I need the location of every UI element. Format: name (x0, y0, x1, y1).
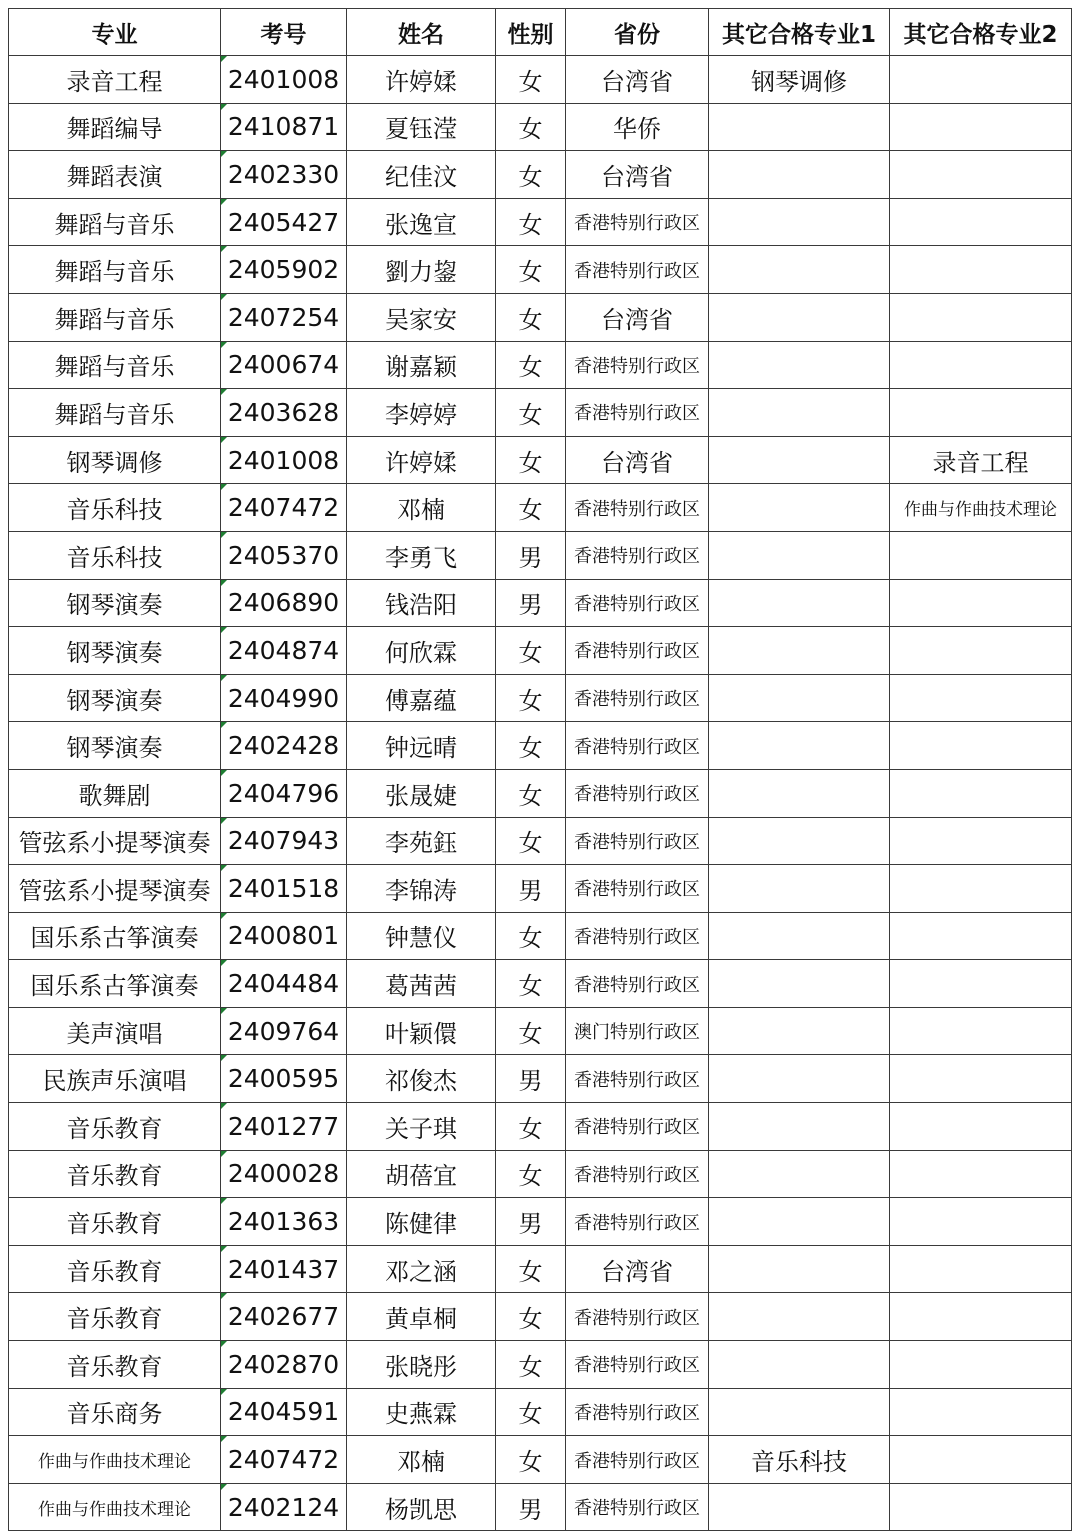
gender-cell: 男 (496, 531, 566, 579)
name-cell: 李苑鈺 (347, 817, 496, 865)
province-cell: 香港特别行政区 (566, 817, 709, 865)
province-cell: 台湾省 (566, 293, 709, 341)
exam-number-cell: 2404990 (221, 674, 347, 722)
gender-cell: 女 (496, 1245, 566, 1293)
other-major-1-cell (709, 341, 890, 389)
other-major-2-cell (890, 531, 1072, 579)
gender-cell: 女 (496, 960, 566, 1008)
other-major-1-cell (709, 1198, 890, 1246)
gender-cell: 女 (496, 436, 566, 484)
exam-number-cell: 2402330 (221, 151, 347, 199)
major-cell: 舞蹈与音乐 (9, 389, 221, 437)
name-cell: 葛茜茜 (347, 960, 496, 1008)
table-row (9, 293, 1072, 341)
gender-cell: 女 (496, 246, 566, 294)
major-cell: 录音工程 (9, 56, 221, 104)
province-cell: 香港特别行政区 (566, 1483, 709, 1531)
exam-number-cell: 2404484 (221, 960, 347, 1008)
province-cell: 香港特别行政区 (566, 579, 709, 627)
other-major-2-cell: 录音工程 (890, 436, 1072, 484)
table-row (9, 151, 1072, 199)
province-cell: 香港特别行政区 (566, 674, 709, 722)
other-major-1-cell (709, 1150, 890, 1198)
gender-cell: 女 (496, 151, 566, 199)
major-cell: 管弦系小提琴演奏 (9, 817, 221, 865)
exam-number-cell: 2404796 (221, 769, 347, 817)
other-major-2-cell (890, 1055, 1072, 1103)
gender-cell: 女 (496, 1293, 566, 1341)
table-row (9, 436, 1072, 484)
other-major-1-cell (709, 1007, 890, 1055)
major-cell: 舞蹈与音乐 (9, 293, 221, 341)
province-cell: 华侨 (566, 103, 709, 151)
table-row (9, 1245, 1072, 1293)
province-cell: 香港特别行政区 (566, 1055, 709, 1103)
header-row (9, 9, 1072, 56)
name-cell: 许婷媃 (347, 56, 496, 104)
other-major-1-cell: 钢琴调修 (709, 56, 890, 104)
other-major-1-cell (709, 246, 890, 294)
exam-number-cell: 2407472 (221, 1436, 347, 1484)
major-cell: 音乐科技 (9, 531, 221, 579)
table-row (9, 627, 1072, 675)
name-cell: 邓楠 (347, 1436, 496, 1484)
other-major-2-cell (890, 1388, 1072, 1436)
province-cell: 香港特别行政区 (566, 912, 709, 960)
major-cell: 音乐教育 (9, 1245, 221, 1293)
province-cell: 香港特别行政区 (566, 1150, 709, 1198)
table-row (9, 674, 1072, 722)
exam-number-cell: 2407254 (221, 293, 347, 341)
other-major-1-cell (709, 960, 890, 1008)
table-row (9, 1436, 1072, 1484)
gender-cell: 男 (496, 865, 566, 913)
exam-number-cell: 2400801 (221, 912, 347, 960)
other-major-1-cell (709, 1245, 890, 1293)
other-major-2-cell (890, 341, 1072, 389)
province-cell: 香港特别行政区 (566, 1436, 709, 1484)
gender-cell: 女 (496, 56, 566, 104)
table-row (9, 484, 1072, 532)
header-other-major-2: 其它合格专业2 (890, 9, 1072, 56)
major-cell: 作曲与作曲技术理论 (9, 1436, 221, 1484)
other-major-2-cell (890, 198, 1072, 246)
name-cell: 杨凯思 (347, 1483, 496, 1531)
other-major-1-cell (709, 531, 890, 579)
other-major-2-cell (890, 1198, 1072, 1246)
exam-number-cell: 2401518 (221, 865, 347, 913)
gender-cell: 女 (496, 1103, 566, 1151)
header-major: 专业 (9, 9, 221, 56)
province-cell: 香港特别行政区 (566, 1388, 709, 1436)
exam-number-cell: 2405370 (221, 531, 347, 579)
province-cell: 香港特别行政区 (566, 1341, 709, 1389)
exam-number-cell: 2401437 (221, 1245, 347, 1293)
other-major-1-cell (709, 817, 890, 865)
exam-number-cell: 2400028 (221, 1150, 347, 1198)
major-cell: 舞蹈表演 (9, 151, 221, 199)
name-cell: 张晓彤 (347, 1341, 496, 1389)
gender-cell: 女 (496, 1388, 566, 1436)
other-major-1-cell (709, 1055, 890, 1103)
province-cell: 香港特别行政区 (566, 246, 709, 294)
table-body (9, 56, 1072, 1531)
other-major-2-cell (890, 1483, 1072, 1531)
other-major-2-cell (890, 674, 1072, 722)
header-province: 省份 (566, 9, 709, 56)
major-cell: 舞蹈编导 (9, 103, 221, 151)
major-cell: 歌舞剧 (9, 769, 221, 817)
gender-cell: 女 (496, 912, 566, 960)
other-major-2-cell (890, 865, 1072, 913)
exam-number-cell: 2404874 (221, 627, 347, 675)
name-cell: 吴家安 (347, 293, 496, 341)
other-major-1-cell (709, 436, 890, 484)
gender-cell: 男 (496, 1055, 566, 1103)
province-cell: 香港特别行政区 (566, 198, 709, 246)
exam-number-cell: 2402428 (221, 722, 347, 770)
other-major-1-cell (709, 389, 890, 437)
table-row (9, 56, 1072, 104)
exam-number-cell: 2400674 (221, 341, 347, 389)
major-cell: 舞蹈与音乐 (9, 198, 221, 246)
other-major-2-cell (890, 960, 1072, 1008)
gender-cell: 女 (496, 389, 566, 437)
table-row (9, 1198, 1072, 1246)
exam-number-cell: 2402677 (221, 1293, 347, 1341)
other-major-1-cell (709, 627, 890, 675)
major-cell: 音乐教育 (9, 1150, 221, 1198)
other-major-2-cell (890, 1007, 1072, 1055)
gender-cell: 女 (496, 817, 566, 865)
exam-number-cell: 2401363 (221, 1198, 347, 1246)
other-major-1-cell (709, 722, 890, 770)
major-cell: 民族声乐演唱 (9, 1055, 221, 1103)
exam-number-cell: 2401008 (221, 436, 347, 484)
table-row (9, 531, 1072, 579)
table-row (9, 1055, 1072, 1103)
other-major-1-cell (709, 1483, 890, 1531)
exam-number-cell: 2407943 (221, 817, 347, 865)
gender-cell: 女 (496, 1341, 566, 1389)
other-major-1-cell (709, 103, 890, 151)
other-major-2-cell (890, 103, 1072, 151)
province-cell: 香港特别行政区 (566, 341, 709, 389)
gender-cell: 女 (496, 103, 566, 151)
province-cell: 澳门特别行政区 (566, 1007, 709, 1055)
other-major-2-cell (890, 56, 1072, 104)
other-major-2-cell (890, 1103, 1072, 1151)
exam-number-cell: 2410871 (221, 103, 347, 151)
name-cell: 纪佳汶 (347, 151, 496, 199)
other-major-1-cell (709, 293, 890, 341)
other-major-1-cell (709, 1103, 890, 1151)
exam-number-cell: 2407472 (221, 484, 347, 532)
name-cell: 许婷媃 (347, 436, 496, 484)
major-cell: 美声演唱 (9, 1007, 221, 1055)
other-major-1-cell (709, 151, 890, 199)
table-row (9, 103, 1072, 151)
other-major-2-cell (890, 1341, 1072, 1389)
province-cell: 香港特别行政区 (566, 960, 709, 1008)
header-exam-number: 考号 (221, 9, 347, 56)
name-cell: 傅嘉蕴 (347, 674, 496, 722)
table-row (9, 1293, 1072, 1341)
other-major-2-cell (890, 769, 1072, 817)
other-major-2-cell (890, 912, 1072, 960)
province-cell: 香港特别行政区 (566, 722, 709, 770)
gender-cell: 女 (496, 484, 566, 532)
gender-cell: 女 (496, 293, 566, 341)
other-major-2-cell (890, 1150, 1072, 1198)
name-cell: 李婷婷 (347, 389, 496, 437)
name-cell: 李勇飞 (347, 531, 496, 579)
province-cell: 台湾省 (566, 151, 709, 199)
header-other-major-1: 其它合格专业1 (709, 9, 890, 56)
gender-cell: 女 (496, 674, 566, 722)
gender-cell: 男 (496, 579, 566, 627)
major-cell: 音乐教育 (9, 1341, 221, 1389)
other-major-1-cell (709, 1293, 890, 1341)
table-row (9, 912, 1072, 960)
other-major-1-cell (709, 579, 890, 627)
province-cell: 香港特别行政区 (566, 389, 709, 437)
province-cell: 香港特别行政区 (566, 531, 709, 579)
table-row (9, 198, 1072, 246)
table-row (9, 389, 1072, 437)
table-row (9, 817, 1072, 865)
table-row (9, 1388, 1072, 1436)
name-cell: 史燕霖 (347, 1388, 496, 1436)
other-major-1-cell (709, 865, 890, 913)
gender-cell: 女 (496, 722, 566, 770)
gender-cell: 女 (496, 341, 566, 389)
other-major-1-cell (709, 484, 890, 532)
major-cell: 舞蹈与音乐 (9, 246, 221, 294)
major-cell: 钢琴调修 (9, 436, 221, 484)
gender-cell: 男 (496, 1483, 566, 1531)
province-cell: 香港特别行政区 (566, 1103, 709, 1151)
major-cell: 钢琴演奏 (9, 579, 221, 627)
admission-table (8, 8, 1072, 1531)
name-cell: 钱浩阳 (347, 579, 496, 627)
name-cell: 祁俊杰 (347, 1055, 496, 1103)
exam-number-cell: 2405902 (221, 246, 347, 294)
header-name: 姓名 (347, 9, 496, 56)
other-major-1-cell (709, 912, 890, 960)
name-cell: 张逸宣 (347, 198, 496, 246)
province-cell: 香港特别行政区 (566, 1198, 709, 1246)
table-row (9, 341, 1072, 389)
name-cell: 邓之涵 (347, 1245, 496, 1293)
other-major-1-cell (709, 674, 890, 722)
major-cell: 钢琴演奏 (9, 674, 221, 722)
gender-cell: 女 (496, 1150, 566, 1198)
gender-cell: 女 (496, 769, 566, 817)
table-row (9, 865, 1072, 913)
exam-number-cell: 2409764 (221, 1007, 347, 1055)
name-cell: 胡蓓宜 (347, 1150, 496, 1198)
exam-number-cell: 2401008 (221, 56, 347, 104)
province-cell: 香港特别行政区 (566, 1293, 709, 1341)
exam-number-cell: 2401277 (221, 1103, 347, 1151)
major-cell: 国乐系古筝演奏 (9, 960, 221, 1008)
exam-number-cell: 2403628 (221, 389, 347, 437)
province-cell: 台湾省 (566, 56, 709, 104)
exam-number-cell: 2406890 (221, 579, 347, 627)
other-major-1-cell (709, 769, 890, 817)
major-cell: 音乐教育 (9, 1103, 221, 1151)
major-cell: 音乐教育 (9, 1198, 221, 1246)
other-major-2-cell (890, 389, 1072, 437)
name-cell: 叶颖儇 (347, 1007, 496, 1055)
name-cell: 何欣霖 (347, 627, 496, 675)
exam-number-cell: 2404591 (221, 1388, 347, 1436)
major-cell: 音乐科技 (9, 484, 221, 532)
other-major-1-cell (709, 198, 890, 246)
exam-number-cell: 2400595 (221, 1055, 347, 1103)
province-cell: 香港特别行政区 (566, 865, 709, 913)
table-row (9, 1103, 1072, 1151)
other-major-1-cell (709, 1341, 890, 1389)
other-major-2-cell (890, 293, 1072, 341)
exam-number-cell: 2402124 (221, 1483, 347, 1531)
gender-cell: 女 (496, 627, 566, 675)
name-cell: 夏钰滢 (347, 103, 496, 151)
other-major-1-cell: 音乐科技 (709, 1436, 890, 1484)
other-major-2-cell (890, 579, 1072, 627)
other-major-2-cell (890, 817, 1072, 865)
name-cell: 关子琪 (347, 1103, 496, 1151)
name-cell: 钟远晴 (347, 722, 496, 770)
other-major-2-cell (890, 627, 1072, 675)
exam-number-cell: 2405427 (221, 198, 347, 246)
name-cell: 黄卓桐 (347, 1293, 496, 1341)
name-cell: 邓楠 (347, 484, 496, 532)
table-row (9, 1007, 1072, 1055)
table-row (9, 960, 1072, 1008)
major-cell: 国乐系古筝演奏 (9, 912, 221, 960)
table-row (9, 1150, 1072, 1198)
name-cell: 劉力鋆 (347, 246, 496, 294)
other-major-2-cell: 作曲与作曲技术理论 (890, 484, 1072, 532)
gender-cell: 女 (496, 1436, 566, 1484)
province-cell: 台湾省 (566, 436, 709, 484)
table-row (9, 1341, 1072, 1389)
major-cell: 作曲与作曲技术理论 (9, 1483, 221, 1531)
major-cell: 音乐教育 (9, 1293, 221, 1341)
major-cell: 管弦系小提琴演奏 (9, 865, 221, 913)
name-cell: 张晟婕 (347, 769, 496, 817)
province-cell: 香港特别行政区 (566, 627, 709, 675)
major-cell: 钢琴演奏 (9, 627, 221, 675)
province-cell: 台湾省 (566, 1245, 709, 1293)
other-major-2-cell (890, 1245, 1072, 1293)
major-cell: 音乐商务 (9, 1388, 221, 1436)
table-row (9, 769, 1072, 817)
table-row (9, 579, 1072, 627)
table-row (9, 722, 1072, 770)
table-row (9, 1483, 1072, 1531)
table-row (9, 246, 1072, 294)
gender-cell: 女 (496, 198, 566, 246)
name-cell: 谢嘉颖 (347, 341, 496, 389)
exam-number-cell: 2402870 (221, 1341, 347, 1389)
other-major-2-cell (890, 1293, 1072, 1341)
gender-cell: 男 (496, 1198, 566, 1246)
major-cell: 钢琴演奏 (9, 722, 221, 770)
other-major-1-cell (709, 1388, 890, 1436)
other-major-2-cell (890, 722, 1072, 770)
header-gender: 性别 (496, 9, 566, 56)
gender-cell: 女 (496, 1007, 566, 1055)
other-major-2-cell (890, 1436, 1072, 1484)
other-major-2-cell (890, 151, 1072, 199)
major-cell: 舞蹈与音乐 (9, 341, 221, 389)
other-major-2-cell (890, 246, 1072, 294)
province-cell: 香港特别行政区 (566, 484, 709, 532)
name-cell: 李锦涛 (347, 865, 496, 913)
province-cell: 香港特别行政区 (566, 769, 709, 817)
name-cell: 陈健律 (347, 1198, 496, 1246)
name-cell: 钟慧仪 (347, 912, 496, 960)
